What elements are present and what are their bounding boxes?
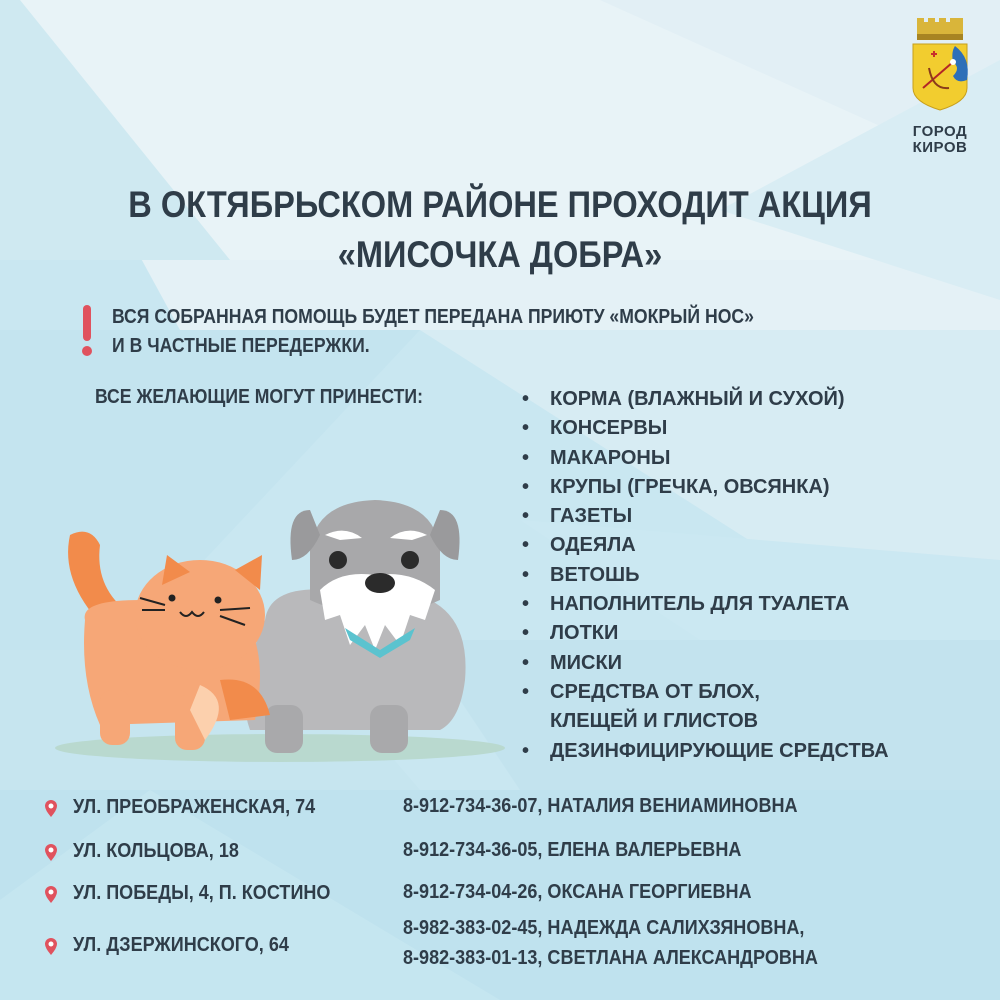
- list-item: • ДЕЗИНФИЦИРУЮЩИЕ СРЕДСТВА: [522, 737, 889, 766]
- notice-line-1: ВСЯ СОБРАННАЯ ПОМОЩЬ БУДЕТ ПЕРЕДАНА ПРИЮТУ «МОКРЫЙ НОС»: [112, 305, 754, 328]
- location-pin-icon: [45, 800, 57, 817]
- contact-address: УЛ. ПРЕОБРАЖЕНСКАЯ, 74: [73, 795, 316, 818]
- list-item-line-2: КЛЕЩЕЙ И ГЛИСТОВ: [550, 710, 759, 733]
- notice-text: [112, 302, 754, 360]
- list-item: • КРУПЫ (ГРЕЧКА, ОВСЯНКА): [522, 473, 889, 502]
- kirov-coat-of-arms-icon: [909, 18, 971, 113]
- logo-line-2: КИРОВ: [912, 139, 968, 156]
- title-line-2: «МИСОЧКА ДОБРА»: [337, 234, 663, 275]
- bring-label: ВСЕ ЖЕЛАЮЩИЕ МОГУТ ПРИНЕСТИ:: [95, 385, 423, 408]
- title-line-1: В ОКТЯБРЬСКОМ РАЙОНЕ ПРОХОДИТ АКЦИЯ: [128, 184, 872, 225]
- city-name: [905, 124, 975, 156]
- donation-items-list: [522, 385, 889, 766]
- page-title: [60, 180, 940, 280]
- list-item: • ЛОТКИ: [522, 619, 889, 648]
- contact-address: УЛ. КОЛЬЦОВА, 18: [73, 839, 239, 862]
- location-pin-icon: [45, 844, 57, 861]
- exclamation-icon: [82, 305, 92, 357]
- dog-icon: [245, 500, 466, 753]
- list-item: • КОРМА (ВЛАЖНЫЙ И СУХОЙ): [522, 385, 889, 414]
- list-item-line-1: • СРЕДСТВА ОТ БЛОХ,: [550, 680, 760, 703]
- contact-address: УЛ. ПОБЕДЫ, 4, П. КОСТИНО: [73, 881, 331, 904]
- contact-phone: 8-912-734-36-07, НАТАЛИЯ ВЕНИАМИНОВНА: [403, 794, 798, 817]
- location-pin-icon: [45, 938, 57, 955]
- list-item: • МИСКИ: [522, 649, 889, 678]
- location-pin-icon: [45, 886, 57, 903]
- contact-phone: 8-912-734-04-26, ОКСАНА ГЕОРГИЕВНА: [403, 880, 752, 903]
- notice-line-2: И В ЧАСТНЫЕ ПЕРЕДЕРЖКИ.: [112, 334, 370, 357]
- cat-and-dog-illustration: [40, 490, 520, 770]
- list-item: • ОДЕЯЛА: [522, 531, 889, 560]
- contact-address: УЛ. ДЗЕРЖИНСКОГО, 64: [73, 933, 289, 956]
- logo-line-1: ГОРОД: [912, 123, 968, 140]
- list-item: [522, 678, 889, 737]
- list-item: • НАПОЛНИТЕЛЬ ДЛЯ ТУАЛЕТА: [522, 590, 889, 619]
- city-logo: [905, 18, 975, 156]
- list-item: • МАКАРОНЫ: [522, 444, 889, 473]
- contact-phone: 8-982-383-02-45, НАДЕЖДА САЛИХЗЯНОВНА,: [403, 916, 805, 939]
- list-item: • ВЕТОШЬ: [522, 561, 889, 590]
- cat-icon: [68, 532, 270, 750]
- contact-phone: 8-912-734-36-05, ЕЛЕНА ВАЛЕРЬЕВНА: [403, 838, 742, 861]
- contact-phone-2: 8-982-383-01-13, СВЕТЛАНА АЛЕКСАНДРОВНА: [403, 946, 818, 969]
- list-item: • ГАЗЕТЫ: [522, 502, 889, 531]
- list-item: • КОНСЕРВЫ: [522, 414, 889, 443]
